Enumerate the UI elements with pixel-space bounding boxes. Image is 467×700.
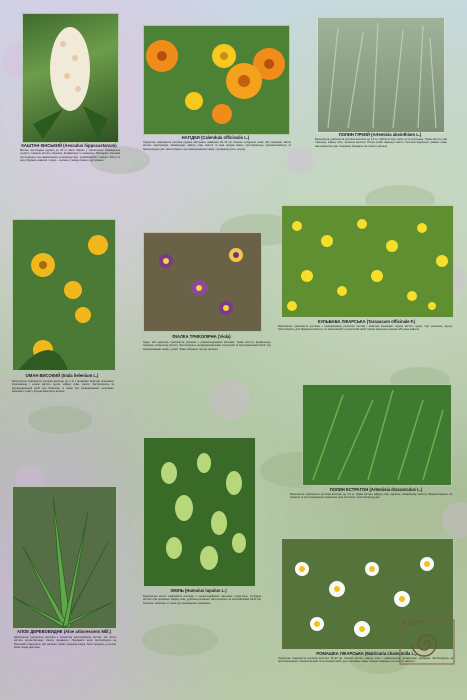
plant-caption-aloe: АЛОЕ ДЕРЕВОВИДНЕ (Aloe arborescens Mill.): [16, 629, 111, 634]
chestnut-flower-image: [23, 14, 118, 142]
plant-photo-dandelion: [281, 205, 454, 318]
plant-photo-calendula: [143, 25, 290, 135]
calendula-flowers-image: [144, 26, 289, 134]
plant-photo-hops: [143, 437, 256, 587]
plant-photo-elecampane: [12, 219, 116, 371]
wormwood-image: [318, 18, 444, 132]
violet-image: [144, 233, 261, 331]
logo-text: ЯКРІЦ: [402, 620, 429, 627]
plant-text-violet: Одно- або дворічна трав'яниста рослина з різнокольоровими квітками. Трава містить флавоноїди, сапоніни, саліцилову кислоту. Застосовують як відхаркувальний, сечогінний та протизапальний засіб, при захворюваннях шкіри у дітей. Траву збирають під час цвітіння.: [143, 341, 271, 351]
plant-caption-chestnut: КАШТАН КІНСЬКИЙ (Aesculus hippocastanum): [21, 143, 117, 148]
plant-photo-wormwood: [317, 17, 445, 133]
plant-text-calendula: Однорічна трав'яниста рослина родини айстрових заввишки 30–70 см. Кошики поодинокі, жовті або оранжеві. Квітки містять каротиноїди, флавоноїди, ефірну олію. Настої та мазі нагідок мають протизапальну, ранозагоювальну та бактерицидну дію. Застосовують при захворюваннях шкіри, порожнини рота, шлунку.: [143, 141, 291, 151]
plant-photo-violet: [143, 232, 262, 332]
plant-text-tarragon: Багаторічна трав'яниста рослина висотою до 1,5 м. Трава містить ефірну олію, каротин, аскорбінову кислоту. Використовують як прянощі та для покращення травлення, має сечогінну і протизапальну дію.: [290, 493, 452, 500]
plant-text-chestnut: Високе листопадне дерево до 30 м. Квіти зібрані у прямостоячі пірамідальні суцвіття. Насіння містить сапоніни, флавоноїди та кумарини. Препарати каштана застосовують при варикозному розширенні вен, тромбофлебіті, геморої. Листя та кору збирають навесні, плоди — восени у період повного достигання.: [20, 149, 120, 163]
dandelion-image: [282, 206, 453, 317]
plant-caption-tarragon: ПОЛИН ЕСТРАГОН (Artemisia dracunculus L.): [329, 487, 423, 492]
plant-caption-chamomile: РОМАШКА ЛІКАРСЬКА (Matricaria chamomilla L.): [316, 651, 417, 656]
plant-text-elecampane: Багаторічна трав'яниста рослина висотою до 2 м з великими жовтими кошиками. Кореневища і корені містять інулін, ефірну олію, смоли. Застосовують як відхаркувальний засіб при бронхітах, а також при захворюваннях шлунково-кишкового тракту. Корені викопують восени.: [12, 380, 114, 394]
publisher-logo: [398, 618, 456, 666]
hops-image: [144, 438, 255, 586]
plant-caption-wormwood: ПОЛИН ГІРКИЙ (Artemisia absinthium L.): [338, 132, 422, 137]
plant-text-wormwood: Багаторічна трав'яниста рослина висотою до 1,5 м, сріблясто-сіра через густе опушення. Трава містить гіркі глікозиди, ефірну олію, органічні кислоти. Полин гіркий підвищує апетит, посилює виділення травних соків, має жовчогінну дію. Сировину збирають на початку цвітіння.: [315, 138, 447, 148]
plant-text-aloe: Багаторічна сукулентна рослина з м'ясистим мечоподібним листям. Сік листя містить антраглікозиди, смоли, ферменти. Препарати алое застосовують як біогенний стимулятор, при запорах, опіках, виразках шкіри. Листя зрізують у рослин віком понад два роки.: [14, 636, 116, 650]
plant-text-hops: Багаторічна витка трав'яниста рослина з шишкоподібними жіночими суцвіттями. Супліддя містять гіркі речовини, ефірну олію, дубильні речовини. Застосовують як заспокійливий засіб при безсонні, неврозах, а також для покращення травлення.: [143, 595, 261, 605]
plant-caption-elecampane: ОМАН ВИСОКИЙ (Inula helenium L.): [25, 373, 99, 378]
plant-caption-violet: ФІАЛКА ТРИКОЛІРНА (Viola): [172, 334, 231, 339]
plant-photo-tarragon: [302, 384, 452, 486]
plant-caption-hops: ХМІЛЬ (Humulus lupulus L.): [170, 588, 227, 593]
plant-photo-chestnut: [22, 13, 119, 143]
plant-caption-dandelion: КУЛЬБАБА ЛІКАРСЬКА (Taraxacum officinale F.): [317, 319, 416, 324]
plant-text-chamomile: Однорічна трав'яниста рослина висотою 15–40 см. Кошики містять ефірну олію з хамазуленом, флавоноїди, кумарини. Застосовують як протизапальний, спазмолітичний та потогінний засіб, для полоскань і ванн. Кошики збирають на початку цвітіння.: [278, 657, 453, 664]
elecampane-image: [13, 220, 115, 370]
plant-caption-calendula: НАГІДКИ (Calendula officinalis L.): [181, 135, 250, 140]
plant-text-dandelion: Багаторічна трав'яниста рослина з прикореневою розеткою листків і жовтими кошиками. Корені містять інулін, гіркі речовини, каучук. Застосовують для збудження апетиту, як жовчогінний та проносний засіб. Корені викопують восени або рано навесні.: [278, 325, 453, 332]
plant-photo-aloe: [12, 486, 117, 629]
tarragon-image: [303, 385, 451, 485]
aloe-image: [13, 487, 116, 628]
